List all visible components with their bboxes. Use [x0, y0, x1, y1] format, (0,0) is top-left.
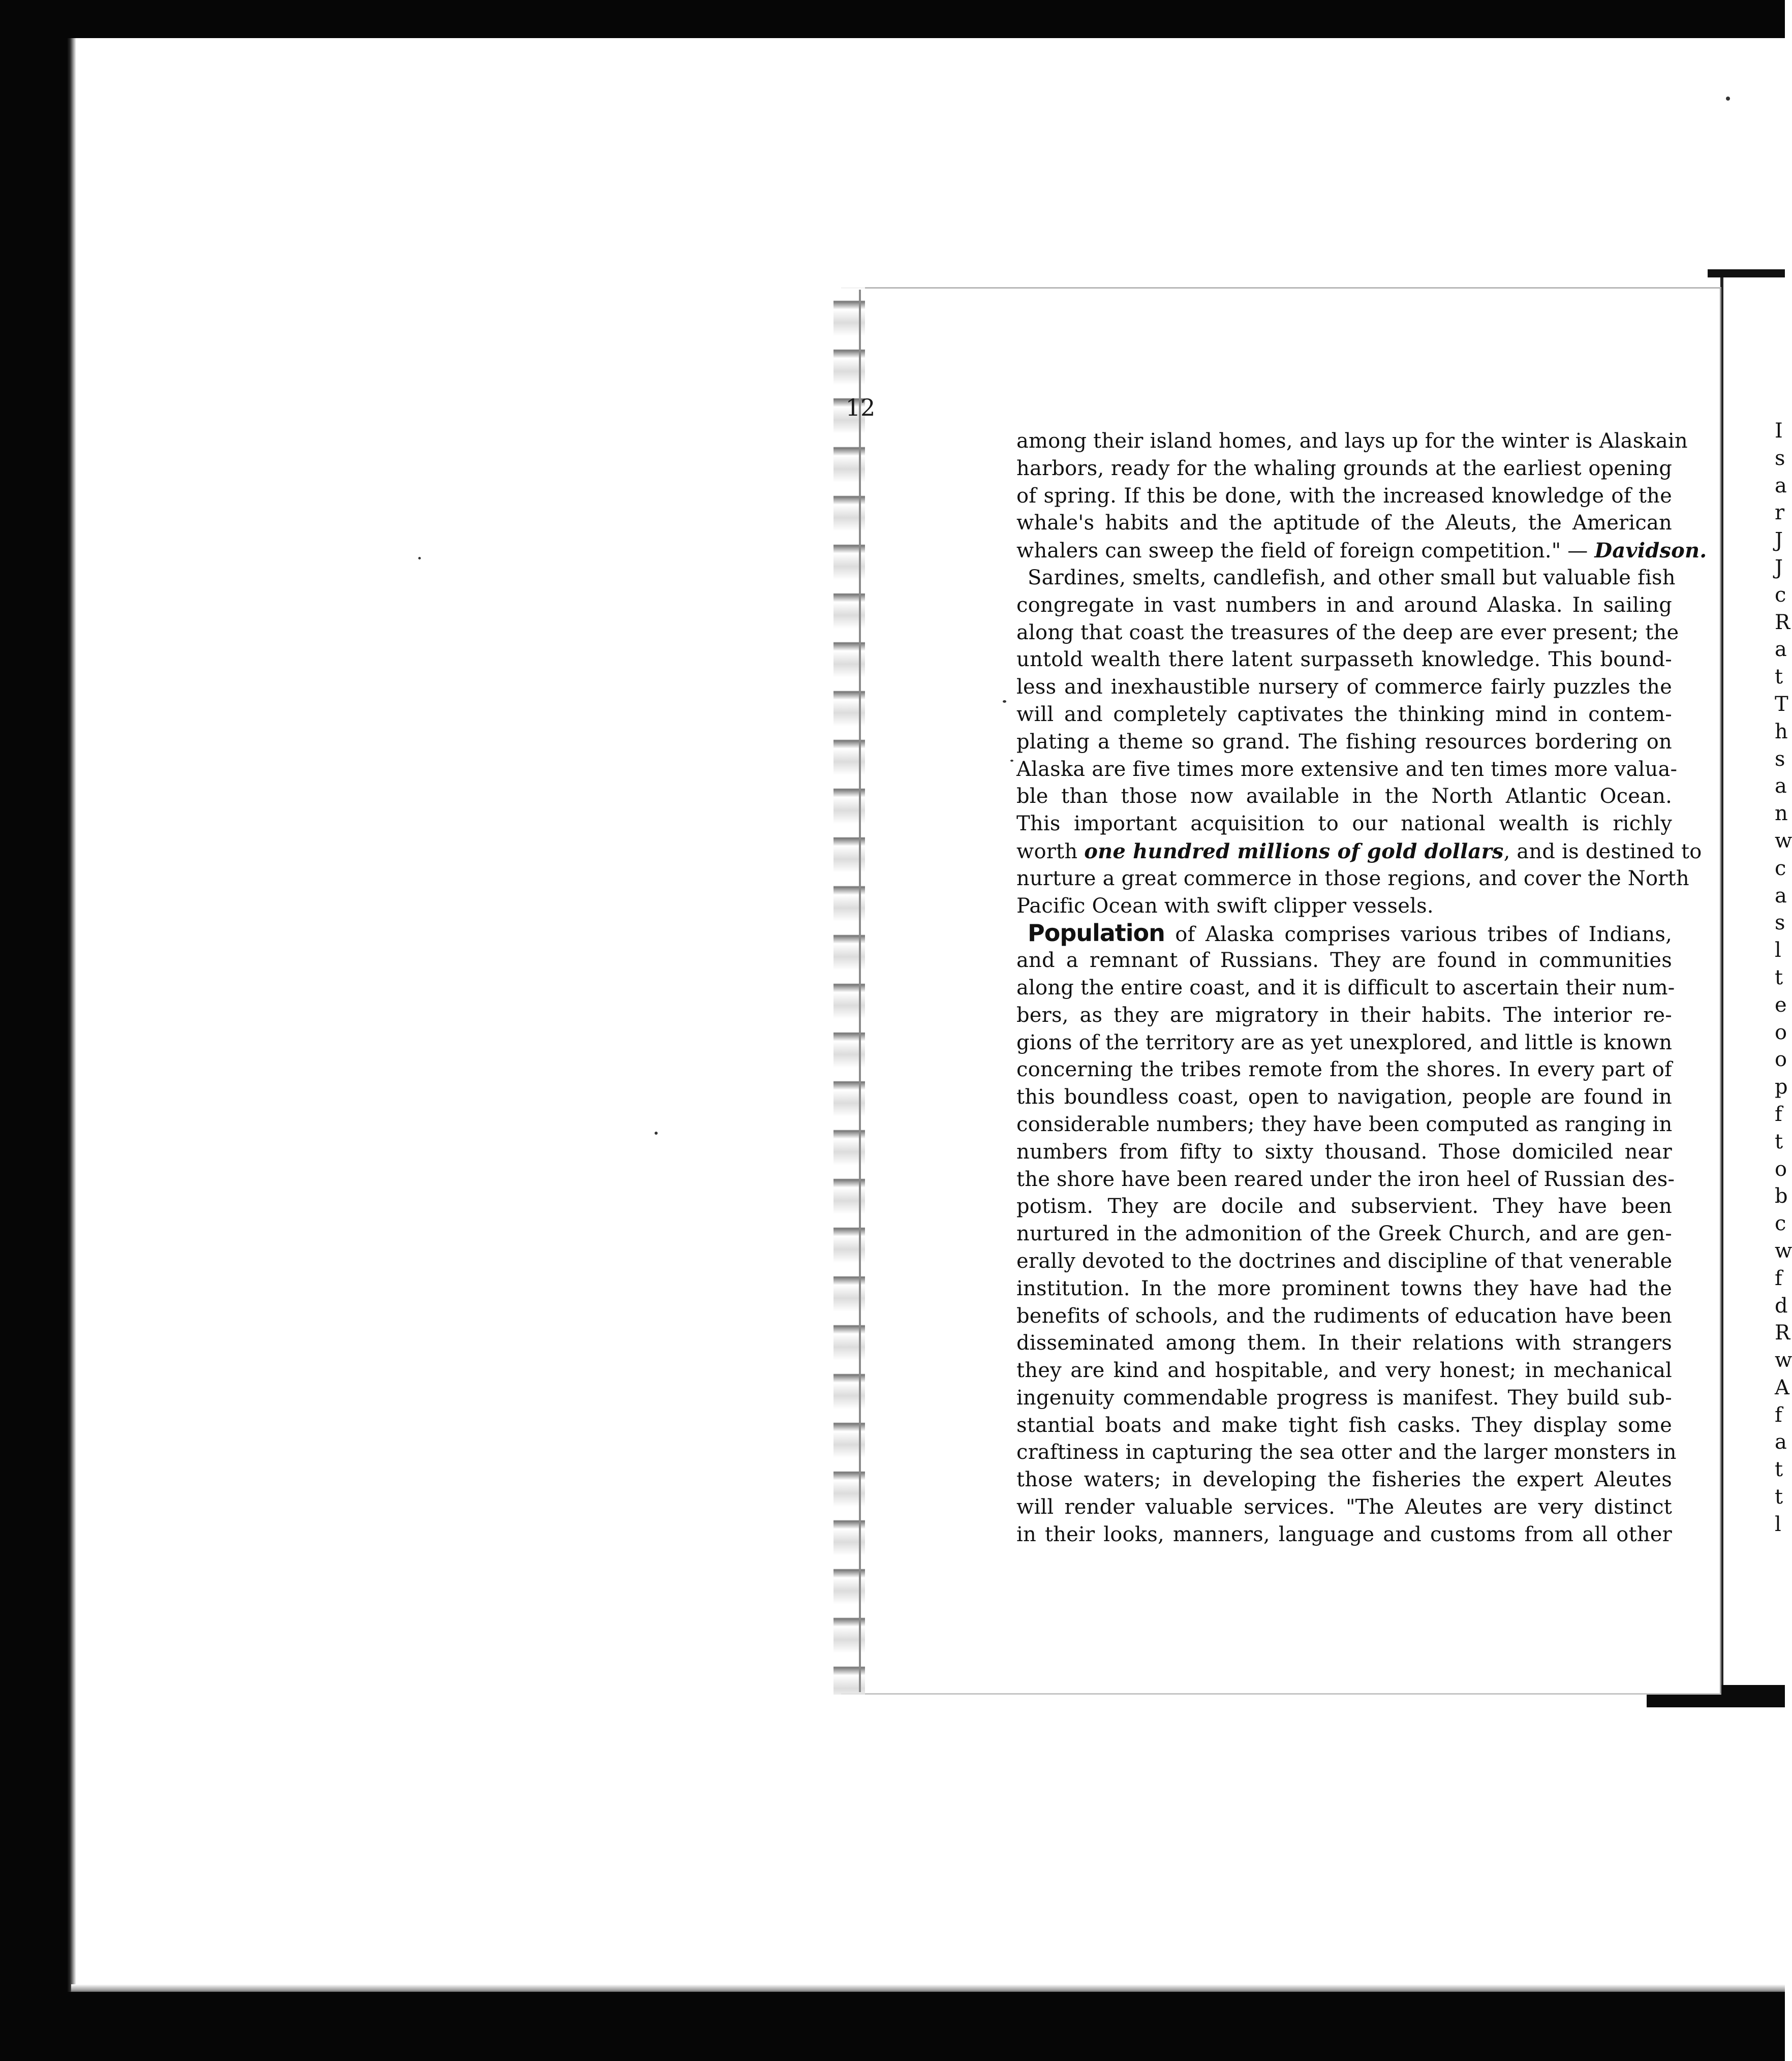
next-page-fragment: I [1775, 419, 1783, 443]
text-line: congregate in vast numbers in and around Alaska. In sailing [1016, 593, 1672, 617]
next-page-fragment: s [1775, 446, 1785, 470]
text-line: they are kind and hospitable, and very honest; in mechanical [1016, 1359, 1672, 1383]
next-page-fragment: l [1775, 1512, 1781, 1536]
text-line: along the entire coast, and it is difficult to ascertain their num- [1016, 976, 1675, 1000]
page-number: 12 [845, 394, 876, 421]
page-body-text [1016, 428, 1707, 1549]
text-line: gions of the territory are as yet unexplored, and little is known [1016, 1030, 1673, 1054]
next-page-fragment: T [1775, 692, 1788, 716]
text-line: Pacific Ocean with swift clipper vessels. [1016, 894, 1434, 918]
text-line: whale's habits and the aptitude of the Aleuts, the American [1016, 511, 1672, 535]
next-page-fragment: J [1775, 528, 1783, 552]
film-frame-left [0, 0, 71, 2061]
next-page-fragment: t [1775, 1458, 1783, 1482]
text-line: ingenuity commendable progress is manifest. They build sub- [1016, 1386, 1672, 1410]
next-page-fragment: t [1775, 1485, 1783, 1509]
page-gutter-line [859, 290, 861, 1692]
next-page-fragment: s [1775, 911, 1785, 935]
next-page-fragment: b [1775, 1184, 1788, 1208]
text-line: this boundless coast, open to navigation, people are found in [1016, 1085, 1672, 1109]
text-line: stantial boats and make tight fish casks. They display some [1016, 1413, 1672, 1437]
text-line: disseminated among them. In their relations with strangers [1016, 1331, 1672, 1355]
next-page-fragment: R [1775, 1321, 1790, 1345]
next-page-fragment: n [1775, 802, 1788, 826]
text-line: nurtured in the admonition of the Greek Church, and are gen- [1016, 1222, 1672, 1246]
next-page-fragment: a [1775, 884, 1787, 908]
text-line: erally devoted to the doctrines and discipline of that venerable [1016, 1249, 1673, 1273]
next-page-fragment: c [1775, 583, 1786, 607]
next-page-fragment: s [1775, 747, 1785, 771]
next-page-fragment: o [1775, 1157, 1787, 1181]
text-line: harbors, ready for the whaling grounds at the earliest opening [1016, 456, 1672, 480]
next-page-fragment: c [1775, 856, 1786, 880]
population-first-line-text: of Alaska comprises various tribes of Indians, [1175, 923, 1672, 947]
scan-speck [1726, 97, 1730, 101]
scan-speck [1003, 700, 1006, 703]
next-page-fragment: o [1775, 1020, 1787, 1044]
next-page-fragment: w [1775, 1349, 1792, 1372]
next-page-fragment: d [1775, 1294, 1788, 1318]
next-page-fragment: r [1775, 501, 1785, 525]
emphasis-text: one hundred millions of gold dollars [1084, 839, 1504, 863]
scan-speck [418, 557, 421, 559]
population-heading: Population [1028, 919, 1165, 947]
film-frame-bottom [0, 1992, 1785, 2061]
text-line: worth one hundred millions of gold dollars, and is destined to [1016, 839, 1702, 863]
next-page-fragment: w [1775, 829, 1792, 853]
text-line: will render valuable services. "The Aleutes are very distinct [1016, 1495, 1672, 1519]
next-page-fragment: a [1775, 474, 1787, 497]
next-page-fragment: f [1775, 1102, 1782, 1126]
next-page-fragment: e [1775, 993, 1787, 1017]
text-line: whalers can sweep the field of foreign competition." — Davidson. [1016, 539, 1707, 563]
next-page-fragment: f [1775, 1403, 1782, 1427]
text-line: nurture a great commerce in those regions, and cover the North [1016, 866, 1689, 890]
next-page-fragment: t [1775, 1130, 1783, 1153]
next-page-fragment: t [1775, 665, 1783, 689]
text-line: in their looks, manners, language and customs from all other [1016, 1522, 1672, 1546]
scan-speck [655, 1132, 658, 1135]
next-page-fragment: f [1775, 1266, 1782, 1290]
text-line: Alaska are five times more extensive and ten times more valua- [1016, 757, 1678, 781]
text-line: will and completely captivates the thinking mind in contem- [1016, 702, 1672, 726]
next-page-fragment: a [1775, 1430, 1787, 1454]
next-page-fragment: a [1775, 774, 1787, 798]
text-line: institution. In the more prominent towns they have had the [1016, 1276, 1672, 1300]
population-paragraph-first-line [1016, 920, 1672, 947]
next-page-fragment: t [1775, 965, 1783, 989]
paragraph-start-line: Sardines, smelts, candlefish, and other small but valuable fish [1028, 566, 1676, 589]
text-line: and a remnant of Russians. They are found in communities [1016, 949, 1672, 973]
next-page-fragment: c [1775, 1212, 1786, 1236]
text-line: the shore have been reared under the iron heel of Russian des- [1016, 1167, 1675, 1191]
next-page-top-shadow [1708, 269, 1785, 277]
text-line: untold wealth there latent surpasseth knowledge. This bound- [1016, 648, 1672, 672]
text-line: less and inexhaustible nursery of commerce fairly puzzles the [1016, 675, 1672, 699]
text-line: along that coast the treasures of the deep are ever present; the [1016, 620, 1679, 644]
text-line: considerable numbers; they have been computed as ranging in [1016, 1112, 1673, 1136]
text-line: of spring. If this be done, with the increased knowledge of the [1016, 484, 1672, 508]
next-page-fragment: l [1775, 939, 1781, 962]
text-line: ble than those now available in the North Atlantic Ocean. [1016, 785, 1672, 808]
text-line: plating a theme so grand. The fishing resources bordering on [1016, 730, 1672, 754]
next-page-fragment: p [1775, 1075, 1788, 1099]
next-page-fragment: J [1775, 555, 1783, 579]
next-page-text-fragments [1775, 418, 1792, 1539]
next-page-fragment: w [1775, 1239, 1792, 1263]
next-page-fragment: o [1775, 1048, 1787, 1072]
text-line: This important acquisition to our national wealth is richly [1016, 812, 1672, 836]
text-line: bers, as they are migratory in their habits. The interior re- [1016, 1003, 1672, 1027]
next-page-fragment: R [1775, 610, 1790, 634]
text-line: benefits of schools, and the rudiments of education have been [1016, 1304, 1672, 1328]
next-page-fragment: A [1775, 1376, 1789, 1399]
citation-author: Davidson. [1594, 539, 1707, 563]
scan-speck [1010, 760, 1013, 762]
text-line: numbers from fifty to sixty thousand. Those domiciled near [1016, 1140, 1672, 1164]
text-line: among their island homes, and lays up for the winter is Alaskain [1016, 429, 1688, 453]
film-frame-left-edge [61, 38, 76, 1992]
text-line: those waters; in developing the fisheries the expert Aleutes [1016, 1468, 1672, 1492]
film-frame-top [0, 0, 1785, 38]
text-line: craftiness in capturing the sea otter and the larger monsters in [1016, 1441, 1677, 1464]
next-page-fragment: h [1775, 720, 1788, 743]
next-page-fragment: a [1775, 638, 1787, 662]
text-line: concerning the tribes remote from the shores. In every part of [1016, 1058, 1672, 1082]
text-line: potism. They are docile and subservient. They have been [1016, 1195, 1672, 1219]
